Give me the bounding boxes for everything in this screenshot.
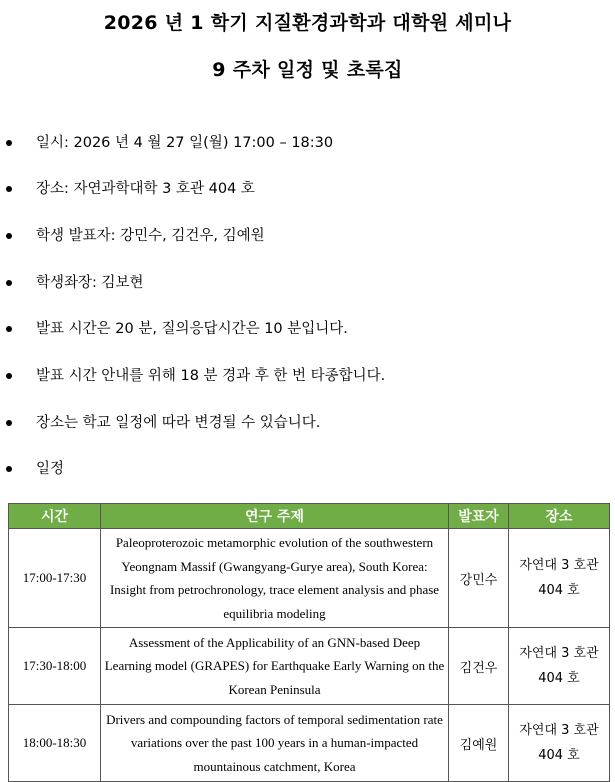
cell-time: 17:30-18:00 [9,628,101,705]
table-row [9,628,610,705]
info-item-chair: 학생좌장: 김보현 [6,272,606,294]
cell-time: 17:00-17:30 [9,529,101,628]
cell-presenter: 강민수 [449,529,509,628]
bullet-icon [6,420,12,426]
place-building: 자연대 3 호관 [519,723,599,738]
bullet-icon [6,280,12,286]
cell-topic: Paleoproterozoic metamorphic evolution of the southwestern Yeongnam Massif (Gwangyang-Gurye area), South Korea: Insight from petrochronology, trace element analysis and phase equilibria modeling [101,529,449,628]
info-item-schedule: 일정 [6,458,606,480]
cell-place [509,628,610,705]
cell-time: 18:00-18:30 [9,705,101,782]
place-room: 404 호 [538,583,580,598]
cell-topic: Assessment of the Applicability of an GNN-based Deep Learning model (GRAPES) for Earthquake Early Warning on the Korean Peninsula [101,628,449,705]
cell-presenter: 김건우 [449,628,509,705]
place-room: 404 호 [538,671,580,686]
info-item-duration: 발표 시간은 20 분, 질의응답시간은 10 분입니다. [6,318,606,340]
header-time: 시간 [9,504,101,529]
header-presenter: 발표자 [449,504,509,529]
page-subtitle: 9 주차 일정 및 초록집 [212,59,403,81]
place-building: 자연대 3 호관 [519,558,599,573]
page-title: 2026 년 1 학기 지질환경과학과 대학원 세미나 [103,12,512,34]
place-building: 자연대 3 호관 [519,646,599,661]
info-item-datetime: 일시: 2026 년 4 월 27 일(월) 17:00 – 18:30 [6,132,606,154]
bullet-icon [6,326,12,332]
info-item-presenters: 학생 발표자: 강민수, 김건우, 김예원 [6,225,606,247]
table-header-row [9,504,610,529]
table-row [9,529,610,628]
cell-place [509,529,610,628]
info-item-venue-note: 장소는 학교 일정에 따라 변경될 수 있습니다. [6,412,606,434]
bullet-icon [6,233,12,239]
info-item-location: 장소: 자연과학대학 3 호관 404 호 [6,178,606,200]
info-item-bell: 발표 시간 안내를 위해 18 분 경과 후 한 번 타종합니다. [6,365,606,387]
bullet-icon [6,140,12,146]
cell-topic: Drivers and compounding factors of temporal sedimentation rate variations over the past 100 years in a human-impacted mountainous catchment, Korea [101,705,449,782]
bullet-icon [6,373,12,379]
bullet-icon [6,186,12,192]
schedule-table [8,503,610,782]
cell-presenter: 김예원 [449,705,509,782]
place-room: 404 호 [538,748,580,763]
table-row [9,705,610,782]
bullet-icon [6,466,12,472]
cell-place [509,705,610,782]
header-topic: 연구 주제 [101,504,449,529]
header-place: 장소 [509,504,610,529]
